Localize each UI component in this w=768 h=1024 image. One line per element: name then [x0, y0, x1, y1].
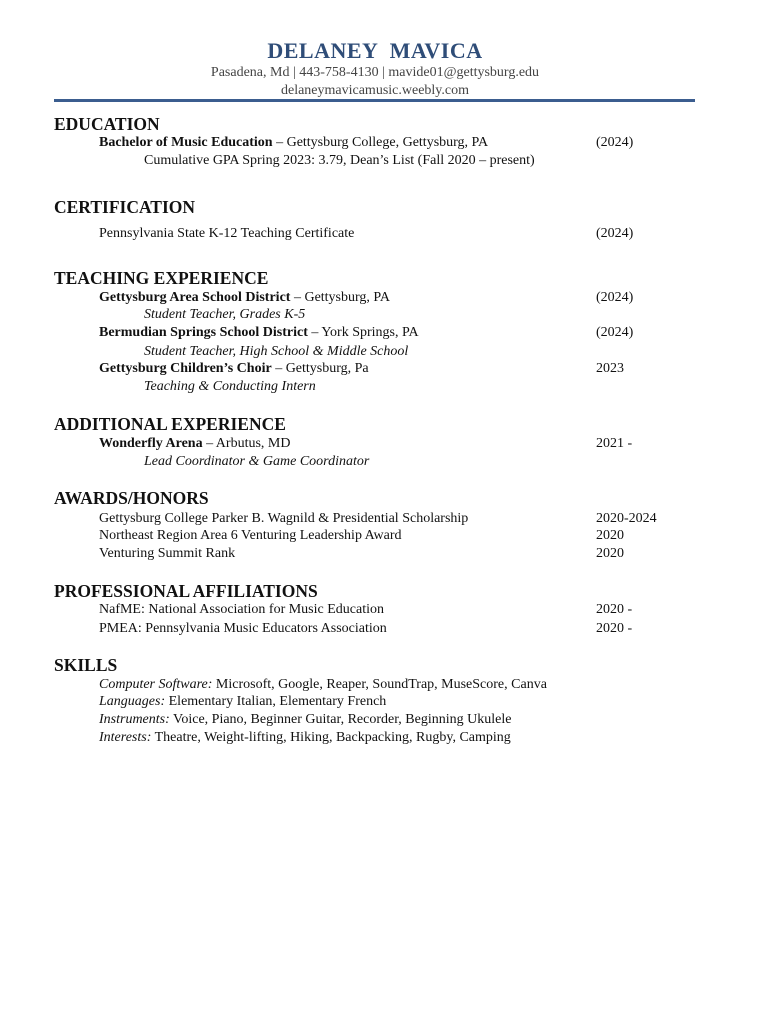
skill-text: Elementary Italian, Elementary French: [165, 694, 387, 709]
education-date: (2024): [596, 135, 634, 150]
skill-item: [99, 693, 386, 710]
org-name: Gettysburg Children’s Choir: [99, 361, 272, 376]
affiliation-item: NafME: National Association for Music Education: [99, 602, 384, 617]
teaching-org-3: [99, 360, 369, 377]
header-divider: [54, 99, 695, 102]
affiliation-date: 2020 -: [596, 621, 633, 636]
teaching-heading: TEACHING EXPERIENCE: [54, 268, 269, 288]
award-date: 2020-2024: [596, 511, 657, 526]
education-degree: [99, 134, 488, 151]
additional-org: [99, 435, 290, 452]
teaching-role-2: Student Teacher, High School & Middle School: [144, 344, 409, 359]
org-name: Wonderfly Arena: [99, 436, 203, 451]
affiliations-heading: PROFESSIONAL AFFILIATIONS: [54, 581, 318, 601]
teaching-date-1: (2024): [596, 290, 634, 305]
affiliation-date: 2020 -: [596, 602, 633, 617]
degree-name: Bachelor of Music Education: [99, 135, 273, 150]
award-item: Gettysburg College Parker B. Wagnild & Presidential Scholarship: [99, 511, 469, 526]
certification-heading: CERTIFICATION: [54, 197, 196, 217]
award-date: 2020: [596, 546, 624, 561]
award-date: 2020: [596, 528, 624, 543]
education-gpa: Cumulative GPA Spring 2023: 3.79, Dean’s List (Fall 2020 – present): [144, 153, 535, 168]
skills-heading: SKILLS: [54, 655, 118, 675]
skill-text: Microsoft, Google, Reaper, SoundTrap, MuseScore, Canva: [212, 677, 547, 692]
teaching-date-3: 2023: [596, 361, 624, 376]
org-name: Gettysburg Area School District: [99, 290, 291, 305]
additional-role: Lead Coordinator & Game Coordinator: [144, 454, 370, 469]
additional-heading: ADDITIONAL EXPERIENCE: [54, 414, 286, 434]
teaching-date-2: (2024): [596, 325, 634, 340]
certification-item: Pennsylvania State K-12 Teaching Certificate: [99, 226, 355, 241]
contact-line: Pasadena, Md | 443-758-4130 | mavide01@gettysburg.edu: [210, 65, 540, 80]
degree-school: – Gettysburg College, Gettysburg, PA: [272, 135, 489, 150]
teaching-org-1: [99, 289, 390, 306]
award-item: Northeast Region Area 6 Venturing Leadership Award: [99, 528, 402, 543]
affiliation-item: PMEA: Pennsylvania Music Educators Association: [99, 621, 387, 636]
teaching-role-1: Student Teacher, Grades K-5: [144, 307, 306, 322]
skill-item: [99, 711, 511, 728]
skill-label: Interests:: [99, 730, 152, 745]
skill-text: Theatre, Weight-lifting, Hiking, Backpacking, Rugby, Camping: [151, 730, 511, 745]
org-location: – York Springs, PA: [307, 325, 419, 340]
org-name: Bermudian Springs School District: [99, 325, 308, 340]
skill-text: Voice, Piano, Beginner Guitar, Recorder, Beginning Ukulele: [169, 712, 512, 727]
website-line: delaneymavicamusic.weebly.com: [280, 83, 469, 98]
org-location: – Gettysburg, Pa: [271, 361, 369, 376]
awards-heading: AWARDS/HONORS: [54, 488, 209, 508]
certification-date: (2024): [596, 226, 634, 241]
teaching-role-3: Teaching & Conducting Intern: [144, 379, 316, 394]
skill-label: Languages:: [99, 694, 166, 709]
org-location: – Gettysburg, PA: [290, 290, 391, 305]
additional-date: 2021 -: [596, 436, 633, 451]
skill-item: [99, 676, 547, 693]
teaching-org-2: [99, 324, 419, 341]
education-heading: EDUCATION: [54, 114, 160, 134]
skill-label: Computer Software:: [99, 677, 213, 692]
resume-name: DELANEY MAVICA: [267, 38, 483, 63]
skill-item: [99, 729, 511, 746]
skill-label: Instruments:: [99, 712, 170, 727]
award-item: Venturing Summit Rank: [99, 546, 236, 561]
org-location: – Arbutus, MD: [202, 436, 291, 451]
